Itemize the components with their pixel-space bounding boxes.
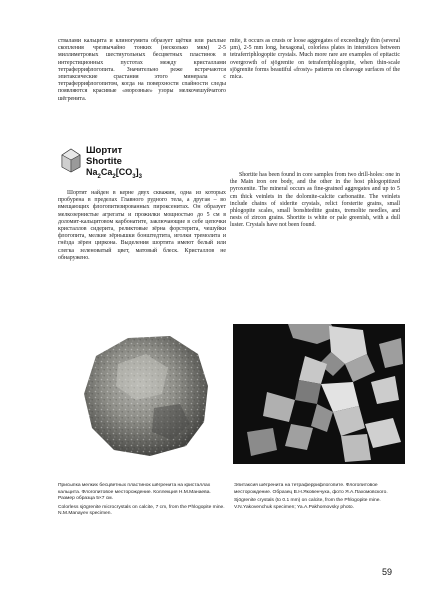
caption-right [234, 483, 404, 513]
continued-text-en: mite, it occurs as crusts or loose aggregates of exceedingly thin (several µm), 2-5 mm long, hexagonal, colorless plates in interstices between tetraferriphlogopite crystals. Much more rare are examples of epitactic overgrowth of sjögrenite on tetraferriphlogopite, when thin-scale sjögrenite forms beautiful «frosty» patterns on cleavage surfaces of the mica. [230, 38, 400, 81]
caption-left-ru: Присыпка мелких бесцветных пластинок шёгренита на кристаллах кальцита. Флогопитовое месторождение. Коллекция Н.М.Манаева. Размер образца 5×7 см. [58, 483, 211, 502]
mineral-name-en: Shortite [86, 155, 122, 167]
formula-part: [CO [115, 167, 133, 177]
crystal-micrograph-image [233, 324, 405, 464]
caption-right-en: Sjögrenite crystals (to 0.1 mm) on calcite, from the Phlogopite mine. V.N.Yakovenchuk specimen; Ya.A.Pakhomovsky photo. [234, 498, 381, 510]
caption-left-en: Colorless sjögrenite microcrystals on calcite, 7 cm, from the Phlogopite mine. N.M.Manayev specimen. [58, 504, 225, 517]
caption-left [58, 483, 228, 520]
formula-part: 3 [138, 173, 142, 180]
mineral-heading [60, 143, 220, 183]
formula-part: 3 [132, 173, 136, 180]
mineral-name-ru: Шортит [86, 145, 123, 156]
formula-part: ] [135, 167, 139, 177]
specimen-photo-left [58, 324, 230, 464]
hexagonal-crystal-icon [60, 146, 82, 174]
continued-text-ru: ствалами кальцита и клиногумита образует щётки или рыхлые скопления чрезвычайно тонких (несколько мкм) 2-5 миллиметровых шестиугольных бесцветных пластинок в интерстиционных пустотах между кристаллами тетраферрифлогопита. Значительно реже встречаются эпитаксические срастания этого минерала с тетраферрифлогопитом, когда на поверхности спайности следы появляются красивые «морозные» узоры мелкочешуйчатого шёгренита. [58, 38, 226, 102]
formula-part: 2 [97, 173, 101, 180]
caption-right-ru: Эпитаксия шёгренита на тетраферрифлогопите. Флогопитовое месторождение. Образец В.Н.Яковенчука, фото Я.А.Пахомовского. [234, 483, 388, 495]
formula-part: 2 [112, 173, 116, 180]
page-number: 59 [382, 567, 393, 577]
mineral-names [86, 146, 142, 182]
formula-part: Ca [100, 167, 113, 177]
specimen-photo-right [233, 324, 405, 464]
description-en: Shortite has been found in core samples from two drill-holes: one in the Main iron ore body, and the other in the host phlogopitized pyroxenite. The mineral occurs as fine-grained aggregates and up to 5 cm thick veinlets in the dolomite-calcite carbonatite. The veinlets include chains of siderite crystals, relict forsterite grains, small phlogopite scales, small bonshtedtite grains, tremolite needles, and nests of zircon grains. Shortite is white or pale greenish, with a dull luster. Crystals have not been found. [230, 172, 400, 229]
rock-specimen-image [58, 324, 230, 464]
mineral-formula [86, 167, 142, 182]
description-ru: Шортит найден в керне двух скважин, одна из которых пробурена в пределах Главного рудного тела, а другая – во вмещающих флогопитизированных пироксенитах. Он образует мелкозернистые агрегаты и прожилки мощностью до 5 см в доломит-кальцитовом карбонатите, заключающие в себе цепочки кристаллов сидерита, реликтовые зёрна форстерита, чешуйки флогопита, мелкие зёрнышки бонштедтита, иголки тремолита и гнёзда зёрен циркона. Выделения шортита имеют белый или слегка зеленоватый цвет, матовый блеск. Кристаллов не обнаружено. [58, 190, 226, 261]
formula-part: Na [86, 167, 98, 177]
